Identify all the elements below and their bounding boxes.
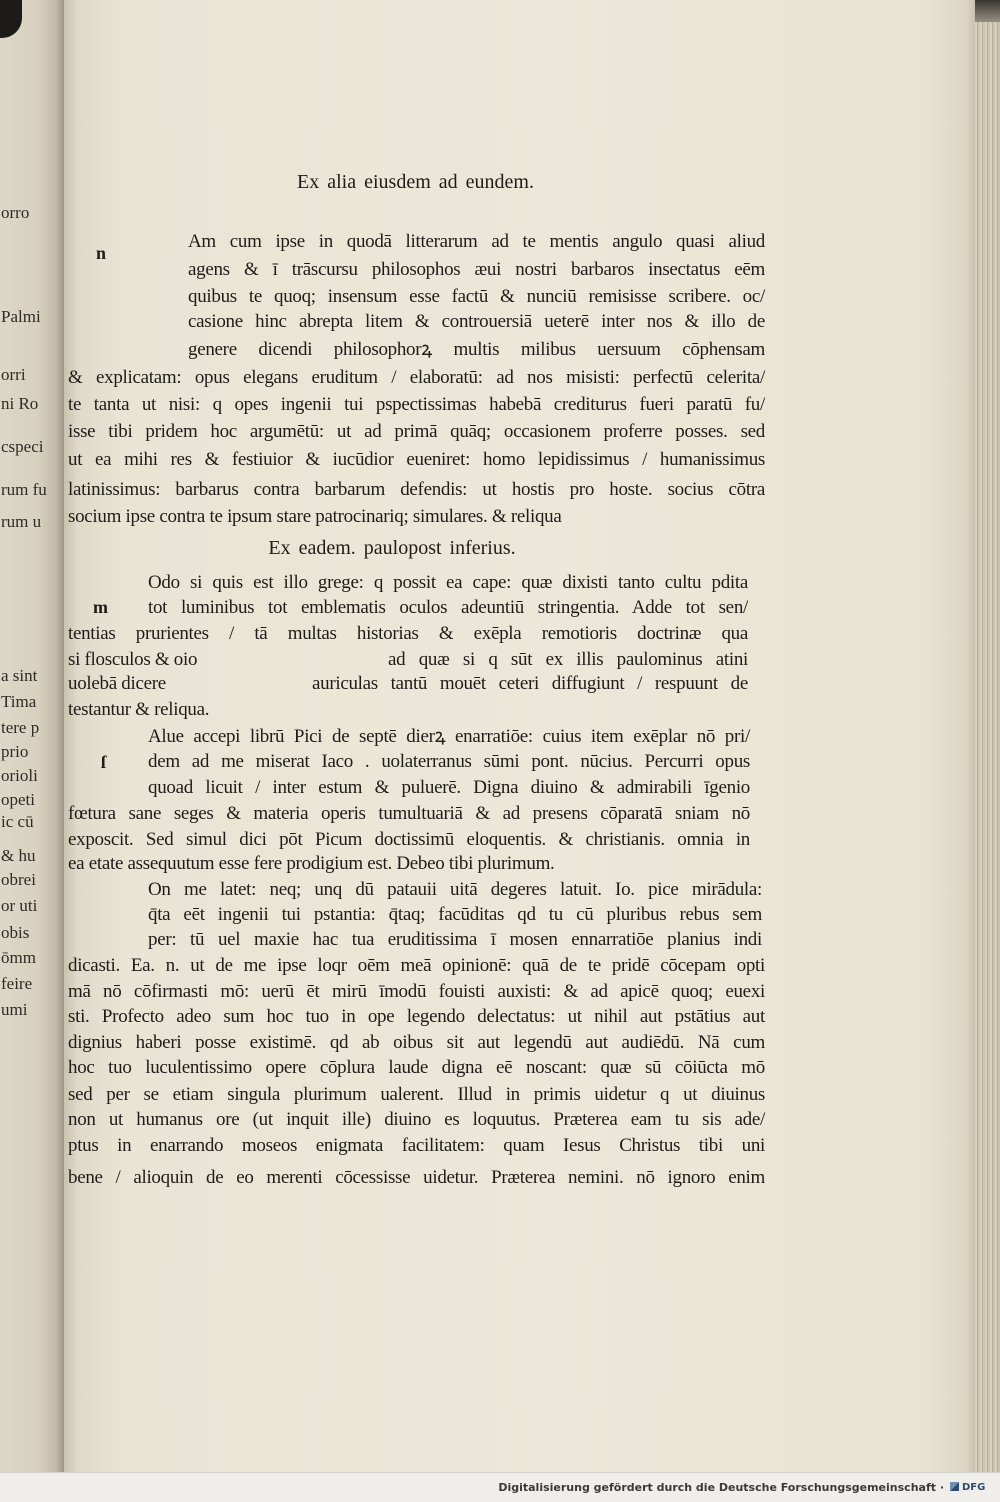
text-line: Odo si quis est illo grege: q possit ea cape: quæ dixisti tanto cultu pdita: [148, 572, 748, 593]
text-line: non ut humanus ore (ut inquit ille) diuino es loquutus. Præterea eam tu sis ade/: [68, 1109, 765, 1130]
digitization-footer: [0, 1472, 1000, 1502]
text-line: dem ad me miserat Iaco . uolaterranus sūmi pont. nūcius. Percurri opus: [148, 751, 750, 772]
text-line: uolebā dicere: [68, 673, 166, 694]
text-line: genere dicendi philosophorꝝ multis milibus uersuum cōphensam: [188, 339, 765, 360]
text-line: dicasti. Ea. n. ut de me ipse loqr oēm meā opinionē: quā de te pridē cōcepam opti: [68, 955, 765, 976]
text-line: bene / alioquin de eo merenti cōcessisse uidetur. Præterea nemini. nō ignoro enim: [68, 1167, 765, 1188]
text-line: tentias prurientes / tā multas historias & exēpla remotioris doctrinæ qua: [68, 623, 748, 644]
heading-1: Ex alia eiusdem ad eundem.: [297, 171, 534, 193]
text-line: ptus in enarrando moseos enigmata facilitatem: quam Iesus Christus tibi uni: [68, 1135, 765, 1156]
text-line: per: tū uel maxie hac tua eruditissima ī mosen ennarratiōe planius indi: [148, 929, 762, 950]
facing-page-edge: [0, 0, 64, 1472]
page-edges-shadow: [975, 0, 1000, 22]
facing-page-fragment: tere p: [1, 718, 40, 737]
text-line: casione hinc abrepta litem & controuersiā ueterē inter nos & illo de: [188, 311, 765, 332]
facing-page-fragment: ic cū: [1, 812, 34, 831]
text-line: fœtura sane seges & materia operis tumultuariā & ad presens cōparatā sniam nō: [68, 803, 750, 824]
text-line: isse tibi pridem hoc argumētū: ut ad primā quāq; occasionem proferre posses. sed: [68, 421, 765, 442]
facing-page-fragment: orro: [1, 203, 30, 222]
facing-page-fragment: or uti: [1, 896, 38, 915]
facing-page-fragment: cspeci: [1, 437, 44, 456]
dfg-logo-text: DFG: [962, 1482, 986, 1493]
facing-page-fragment: obrei: [1, 870, 36, 889]
text-line: socium ipse contra te ipsum stare patrocinariq; simulares. & reliqua: [68, 506, 562, 527]
text-line: dignius haberi posse existimē. qd ab oibus sit aut legendū aut audiēdū. Nā cum: [68, 1032, 765, 1053]
text-line: quoad licuit / inter estum & puluerē. Digna diuino & admirabili īgenio: [148, 777, 750, 798]
text-line: sed per se etiam singula plurimum ualerent. Illud in primis uidetur q ut diuinus: [68, 1084, 765, 1105]
facing-page-fragment: umi: [1, 1000, 28, 1019]
page-edges: [975, 0, 1000, 1472]
text-line: tot luminibus tot emblematis oculos adeuntiū stringentia. Adde tot sen/: [148, 597, 748, 618]
facing-page-fragment: orri: [1, 365, 26, 384]
facing-page-fragment: ni Ro: [1, 394, 39, 413]
facing-page-fragment: Tima: [1, 692, 37, 711]
text-line: si flosculos & oio: [68, 649, 198, 670]
text-line: On me latet: neq; unq dū patauii uitā degeres latuit. Io. pice mirādula:: [148, 879, 762, 900]
heading-2: Ex eadem. paulopost inferius.: [268, 537, 516, 559]
text-line: latinissimus: barbarus contra barbarum defendis: ut hostis pro hoste. socius cōtra: [68, 479, 765, 500]
facing-page-fragment: & hu: [1, 846, 36, 865]
facing-page-fragment: opeti: [1, 790, 35, 809]
facing-page-fragment: prio: [1, 742, 29, 761]
guide-letter: ſ: [101, 752, 107, 772]
facing-page-fragment: rum fu: [1, 480, 47, 499]
guide-letter: n: [96, 243, 107, 263]
text-line: Alue accepi librū Pici de septē dierꝝ enarratiōe: cuius item exēplar nō pri/: [148, 726, 750, 747]
text-line: quibus te quoq; insensum esse factū & nunciū remisisse scribere. oc/: [188, 286, 765, 307]
guide-letter: m: [93, 597, 108, 617]
text-line: Am cum ipse in quodā litterarum ad te mentis angulo quasi aliud: [188, 231, 765, 252]
text-line: ut ea mihi res & festiuior & iucūdior eueniret: homo lepidissimus / humanissimus: [68, 449, 765, 470]
text-line: testantur & reliqua.: [68, 699, 210, 720]
text-line: ad quæ si q sūt ex illis paulominus atini: [388, 649, 748, 670]
dfg-logo: [950, 1479, 996, 1496]
facing-page-fragment: a sint: [1, 666, 38, 685]
facing-page-fragment: ōmm: [1, 948, 36, 967]
text-line: mā nō cōfirmasti mō: uerū ēt mirū īmodū fouisti auxisti: & ad apicē quoq; euexi: [68, 981, 765, 1002]
facing-page-fragment: Palmi: [1, 307, 41, 326]
facing-page-fragment: feire: [1, 974, 33, 993]
facing-page-fragment: obis: [1, 923, 30, 942]
text-line: exposcit. Sed simul dici pōt Picum doctissimū eloquentis. & christianis. omnia in: [68, 829, 750, 850]
dfg-logo-icon: [950, 1482, 959, 1491]
text-line: & explicatam: opus elegans eruditum / elaboratū: ad nos misisti: perfectū celerita/: [68, 367, 765, 388]
text-line: ea etate assequutum esse fere prodigium est. Debeo tibi plurimum.: [68, 853, 555, 874]
facing-page-fragment: rum u: [1, 512, 42, 531]
footer-credit-text: Digitalisierung gefördert durch die Deutsche Forschungsgemeinschaft ·: [498, 1481, 944, 1494]
text-line: q̄ta eēt ingenii tui pstantia: q̄taq; facūditas qd tu cū pluribus rebus sem: [148, 904, 762, 925]
text-line: hoc tuo luculentissimo opere cōplura laude digna eē noscant: quæ sū cōiūcta mō: [68, 1057, 765, 1078]
text-line: sti. Profecto adeo sum hoc tuo in ope legendo delectatus: ut nihil aut pstātius aut: [68, 1006, 765, 1027]
text-line: agens & ī trāscursu philosophos æui nostri barbaros insectatus eēm: [188, 259, 765, 280]
text-line: auriculas tantū mouēt ceteri diffugiunt / respuunt de: [312, 673, 748, 694]
text-line: te tanta ut nisi: q opes ingenii tui pspectissimas habebā crediturus fueri paratū fu/: [68, 394, 765, 415]
facing-page-fragment: orioli: [1, 766, 38, 785]
